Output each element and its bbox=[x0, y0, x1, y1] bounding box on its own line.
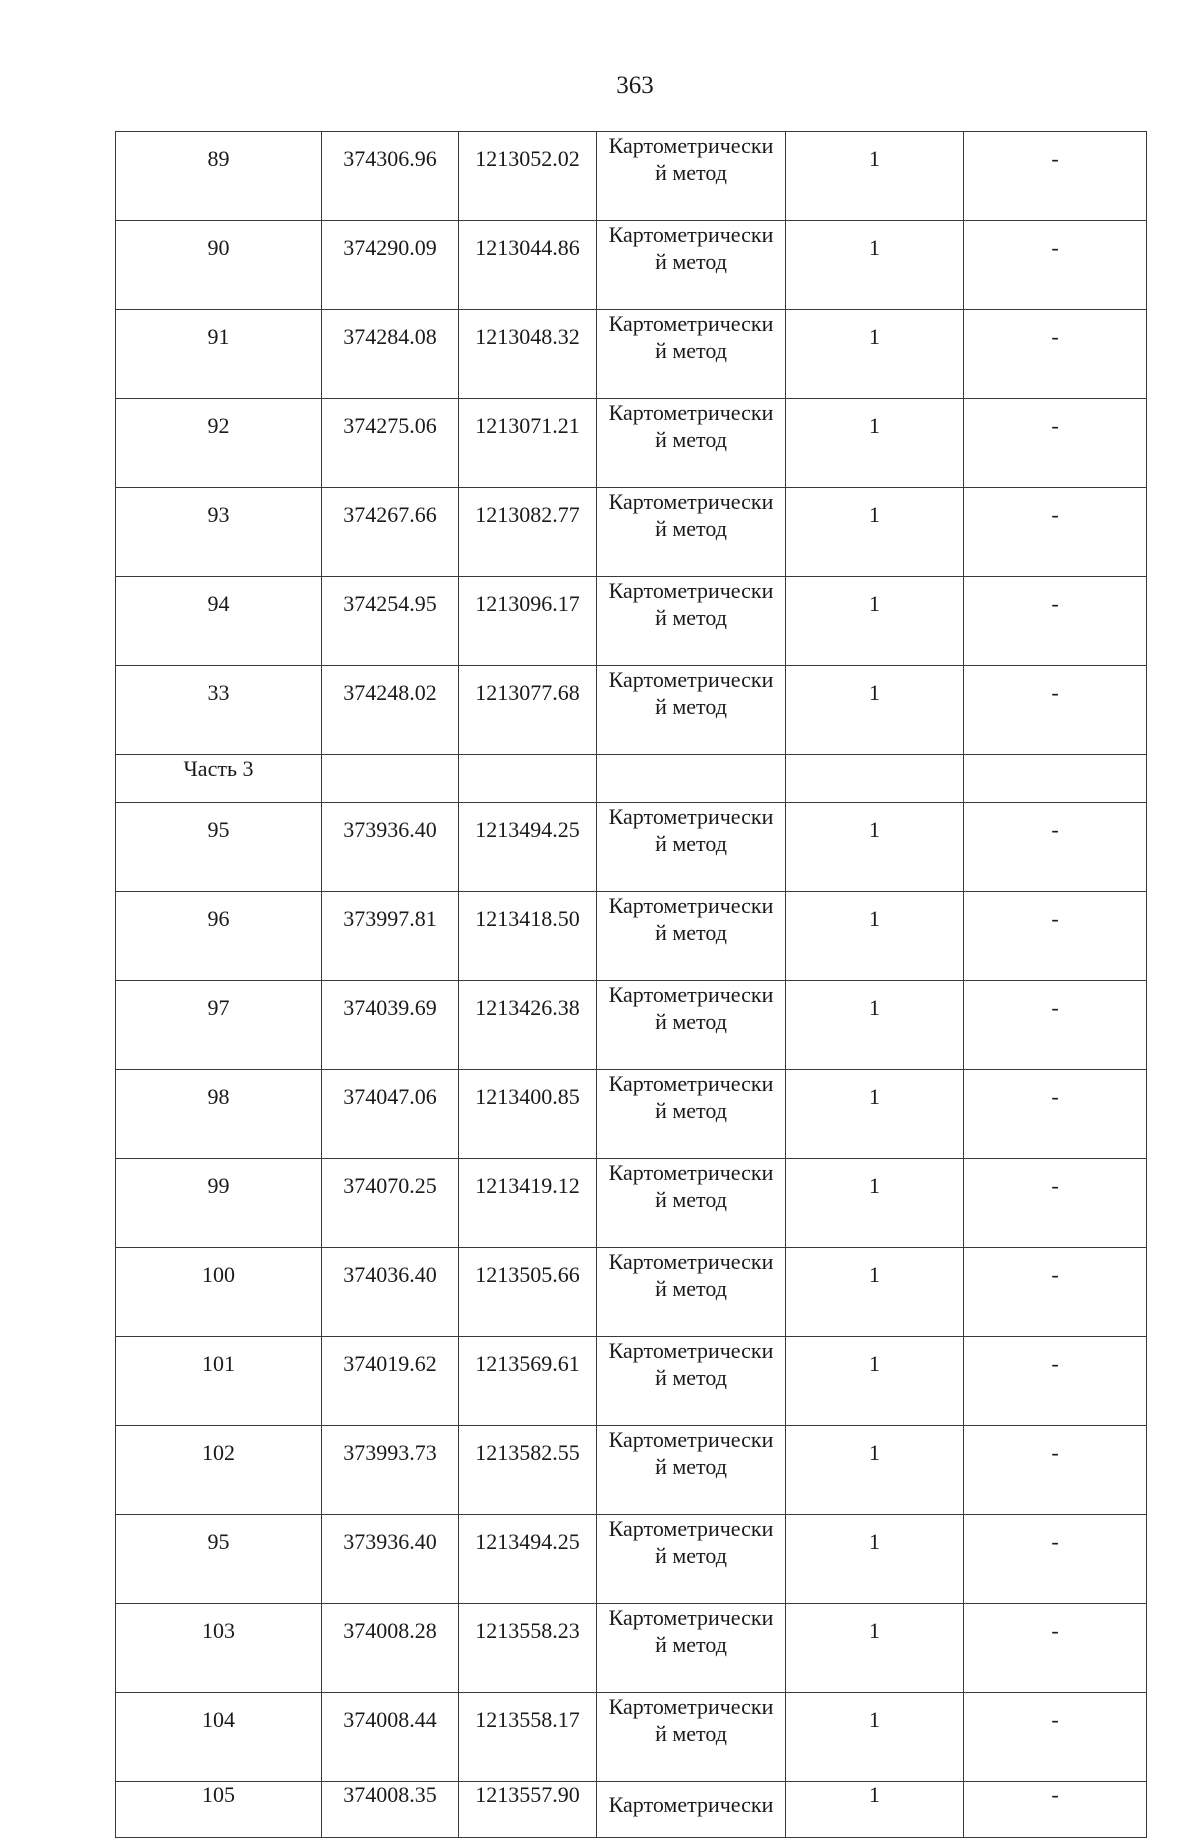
method-line-2: й метод bbox=[655, 160, 727, 185]
coordinates-table bbox=[115, 131, 1147, 1838]
coord-x-cell: 374019.62 bbox=[322, 1337, 459, 1426]
method-line-2: й метод bbox=[655, 1721, 727, 1746]
description-cell: - bbox=[964, 577, 1147, 666]
accuracy-cell: 1 bbox=[786, 892, 964, 981]
method-cell bbox=[597, 1693, 786, 1782]
coord-y-cell: 1213048.32 bbox=[459, 310, 597, 399]
coord-y-cell: 1213077.68 bbox=[459, 666, 597, 755]
coord-x-cell: 374290.09 bbox=[322, 221, 459, 310]
description-cell: - bbox=[964, 1070, 1147, 1159]
table-row bbox=[116, 1426, 1147, 1515]
coord-y-cell: 1213418.50 bbox=[459, 892, 597, 981]
empty-cell bbox=[597, 755, 786, 803]
table-row bbox=[116, 1070, 1147, 1159]
accuracy-cell: 1 bbox=[786, 1515, 964, 1604]
method-line-1: Картометрически bbox=[608, 311, 774, 336]
table-row bbox=[116, 666, 1147, 755]
point-number-cell: 103 bbox=[116, 1604, 322, 1693]
page-number: 363 bbox=[616, 72, 654, 99]
point-number-cell: 92 bbox=[116, 399, 322, 488]
method-line-1: Картометрически bbox=[608, 222, 774, 247]
table-row bbox=[116, 1604, 1147, 1693]
method-cell bbox=[597, 1515, 786, 1604]
method-cell bbox=[597, 221, 786, 310]
table-row bbox=[116, 1693, 1147, 1782]
accuracy-cell: 1 bbox=[786, 310, 964, 399]
description-cell: - bbox=[964, 1248, 1147, 1337]
point-number-cell: 99 bbox=[116, 1159, 322, 1248]
method-line-1: Картометрически bbox=[608, 1516, 774, 1541]
accuracy-cell: 1 bbox=[786, 399, 964, 488]
accuracy-cell: 1 bbox=[786, 1337, 964, 1426]
table-row bbox=[116, 132, 1147, 221]
accuracy-cell: 1 bbox=[786, 1782, 964, 1838]
method-cell bbox=[597, 1782, 786, 1838]
point-number-cell: 89 bbox=[116, 132, 322, 221]
method-cell bbox=[597, 1604, 786, 1693]
method-line-2: й метод bbox=[655, 1543, 727, 1568]
coord-x-cell: 374047.06 bbox=[322, 1070, 459, 1159]
table-row bbox=[116, 1159, 1147, 1248]
coord-x-cell: 374248.02 bbox=[322, 666, 459, 755]
coord-y-cell: 1213082.77 bbox=[459, 488, 597, 577]
method-line-1: Картометрически bbox=[608, 1605, 774, 1630]
method-line-1: Картометрически bbox=[608, 982, 774, 1007]
method-line-1: Картометрически bbox=[608, 578, 774, 603]
accuracy-cell: 1 bbox=[786, 488, 964, 577]
method-line-2: й метод bbox=[655, 516, 727, 541]
accuracy-cell: 1 bbox=[786, 221, 964, 310]
description-cell: - bbox=[964, 1159, 1147, 1248]
point-number-cell: 100 bbox=[116, 1248, 322, 1337]
method-cell bbox=[597, 1159, 786, 1248]
accuracy-cell: 1 bbox=[786, 981, 964, 1070]
point-number-cell: 98 bbox=[116, 1070, 322, 1159]
point-number-cell: 93 bbox=[116, 488, 322, 577]
description-cell: - bbox=[964, 1604, 1147, 1693]
point-number-cell: 90 bbox=[116, 221, 322, 310]
coord-x-cell: 374039.69 bbox=[322, 981, 459, 1070]
accuracy-cell: 1 bbox=[786, 132, 964, 221]
coord-y-cell: 1213494.25 bbox=[459, 1515, 597, 1604]
coord-y-cell: 1213582.55 bbox=[459, 1426, 597, 1515]
method-line-2: й метод bbox=[655, 920, 727, 945]
method-cell bbox=[597, 399, 786, 488]
table-row bbox=[116, 399, 1147, 488]
coord-y-cell: 1213044.86 bbox=[459, 221, 597, 310]
description-cell: - bbox=[964, 488, 1147, 577]
accuracy-cell: 1 bbox=[786, 577, 964, 666]
coordinates-table-container bbox=[115, 131, 1147, 1838]
coord-x-cell: 373936.40 bbox=[322, 803, 459, 892]
empty-cell bbox=[786, 755, 964, 803]
method-cell bbox=[597, 981, 786, 1070]
method-cell bbox=[597, 132, 786, 221]
method-line-2: й метод bbox=[655, 249, 727, 274]
description-cell: - bbox=[964, 1515, 1147, 1604]
method-line-1: Картометрически bbox=[608, 667, 774, 692]
point-number-cell: 95 bbox=[116, 803, 322, 892]
coord-x-cell: 373997.81 bbox=[322, 892, 459, 981]
method-line-2: й метод bbox=[655, 1276, 727, 1301]
method-line-1: Картометрически bbox=[608, 1160, 774, 1185]
method-cell bbox=[597, 310, 786, 399]
accuracy-cell: 1 bbox=[786, 1604, 964, 1693]
method-cell bbox=[597, 1248, 786, 1337]
method-line-1: Картометрически bbox=[608, 1694, 774, 1719]
table-row bbox=[116, 892, 1147, 981]
description-cell: - bbox=[964, 666, 1147, 755]
method-cell bbox=[597, 1426, 786, 1515]
method-cell bbox=[597, 488, 786, 577]
accuracy-cell: 1 bbox=[786, 1426, 964, 1515]
coord-y-cell: 1213426.38 bbox=[459, 981, 597, 1070]
table-row bbox=[116, 981, 1147, 1070]
method-line-1: Картометрически bbox=[608, 1792, 774, 1817]
coord-y-cell: 1213558.17 bbox=[459, 1693, 597, 1782]
point-number-cell: 91 bbox=[116, 310, 322, 399]
point-number-cell: 101 bbox=[116, 1337, 322, 1426]
coord-y-cell: 1213569.61 bbox=[459, 1337, 597, 1426]
coordinates-table-body bbox=[116, 132, 1147, 1838]
description-cell: - bbox=[964, 1426, 1147, 1515]
table-row bbox=[116, 577, 1147, 666]
coord-y-cell: 1213494.25 bbox=[459, 803, 597, 892]
method-line-2: й метод bbox=[655, 1187, 727, 1212]
method-line-1: Картометрически bbox=[608, 1249, 774, 1274]
coord-y-cell: 1213419.12 bbox=[459, 1159, 597, 1248]
coord-y-cell: 1213052.02 bbox=[459, 132, 597, 221]
coord-x-cell: 373936.40 bbox=[322, 1515, 459, 1604]
coord-y-cell: 1213558.23 bbox=[459, 1604, 597, 1693]
method-line-1: Картометрически bbox=[608, 489, 774, 514]
method-cell bbox=[597, 803, 786, 892]
method-cell bbox=[597, 1337, 786, 1426]
method-line-2: й метод bbox=[655, 1098, 727, 1123]
table-row bbox=[116, 1337, 1147, 1426]
method-line-1: Картометрически bbox=[608, 400, 774, 425]
section-label: Часть 3 bbox=[116, 755, 322, 803]
coord-x-cell: 373993.73 bbox=[322, 1426, 459, 1515]
table-row bbox=[116, 803, 1147, 892]
description-cell: - bbox=[964, 132, 1147, 221]
method-line-1: Картометрически bbox=[608, 1071, 774, 1096]
coord-x-cell: 374284.08 bbox=[322, 310, 459, 399]
table-row bbox=[116, 1515, 1147, 1604]
method-line-1: Картометрически bbox=[608, 133, 774, 158]
point-number-cell: 97 bbox=[116, 981, 322, 1070]
coord-x-cell: 374008.44 bbox=[322, 1693, 459, 1782]
table-row bbox=[116, 1248, 1147, 1337]
description-cell: - bbox=[964, 310, 1147, 399]
coord-x-cell: 374070.25 bbox=[322, 1159, 459, 1248]
coord-x-cell: 374267.66 bbox=[322, 488, 459, 577]
method-line-1: Картометрически bbox=[608, 893, 774, 918]
accuracy-cell: 1 bbox=[786, 803, 964, 892]
section-row bbox=[116, 755, 1147, 803]
point-number-cell: 105 bbox=[116, 1782, 322, 1838]
method-cell bbox=[597, 892, 786, 981]
method-cell bbox=[597, 666, 786, 755]
description-cell: - bbox=[964, 803, 1147, 892]
coord-x-cell: 374008.28 bbox=[322, 1604, 459, 1693]
point-number-cell: 33 bbox=[116, 666, 322, 755]
accuracy-cell: 1 bbox=[786, 1070, 964, 1159]
coord-y-cell: 1213557.90 bbox=[459, 1782, 597, 1838]
coord-x-cell: 374036.40 bbox=[322, 1248, 459, 1337]
method-line-1: Картометрически bbox=[608, 1338, 774, 1363]
coord-y-cell: 1213071.21 bbox=[459, 399, 597, 488]
description-cell: - bbox=[964, 1782, 1147, 1838]
description-cell: - bbox=[964, 399, 1147, 488]
description-cell: - bbox=[964, 221, 1147, 310]
description-cell: - bbox=[964, 1337, 1147, 1426]
table-row bbox=[116, 488, 1147, 577]
table-row bbox=[116, 221, 1147, 310]
accuracy-cell: 1 bbox=[786, 1248, 964, 1337]
method-line-2: й метод bbox=[655, 1632, 727, 1657]
method-line-2: й метод bbox=[655, 338, 727, 363]
point-number-cell: 95 bbox=[116, 1515, 322, 1604]
coord-x-cell: 374275.06 bbox=[322, 399, 459, 488]
coord-y-cell: 1213505.66 bbox=[459, 1248, 597, 1337]
method-line-2: й метод bbox=[655, 427, 727, 452]
point-number-cell: 104 bbox=[116, 1693, 322, 1782]
accuracy-cell: 1 bbox=[786, 1693, 964, 1782]
description-cell: - bbox=[964, 981, 1147, 1070]
table-row bbox=[116, 1782, 1147, 1838]
empty-cell bbox=[459, 755, 597, 803]
method-line-2: й метод bbox=[655, 1454, 727, 1479]
method-line-1: Картометрически bbox=[608, 1427, 774, 1452]
coord-x-cell: 374008.35 bbox=[322, 1782, 459, 1838]
point-number-cell: 102 bbox=[116, 1426, 322, 1515]
method-line-1: Картометрически bbox=[608, 804, 774, 829]
method-line-2: й метод bbox=[655, 694, 727, 719]
accuracy-cell: 1 bbox=[786, 666, 964, 755]
coord-x-cell: 374254.95 bbox=[322, 577, 459, 666]
point-number-cell: 96 bbox=[116, 892, 322, 981]
coord-y-cell: 1213096.17 bbox=[459, 577, 597, 666]
method-line-2: й метод bbox=[655, 831, 727, 856]
method-cell bbox=[597, 577, 786, 666]
accuracy-cell: 1 bbox=[786, 1159, 964, 1248]
table-row bbox=[116, 310, 1147, 399]
coord-x-cell: 374306.96 bbox=[322, 132, 459, 221]
empty-cell bbox=[322, 755, 459, 803]
method-line-2: й метод bbox=[655, 605, 727, 630]
method-line-2: й метод bbox=[655, 1009, 727, 1034]
point-number-cell: 94 bbox=[116, 577, 322, 666]
coord-y-cell: 1213400.85 bbox=[459, 1070, 597, 1159]
description-cell: - bbox=[964, 892, 1147, 981]
method-line-2: й метод bbox=[655, 1365, 727, 1390]
empty-cell bbox=[964, 755, 1147, 803]
method-cell bbox=[597, 1070, 786, 1159]
description-cell: - bbox=[964, 1693, 1147, 1782]
